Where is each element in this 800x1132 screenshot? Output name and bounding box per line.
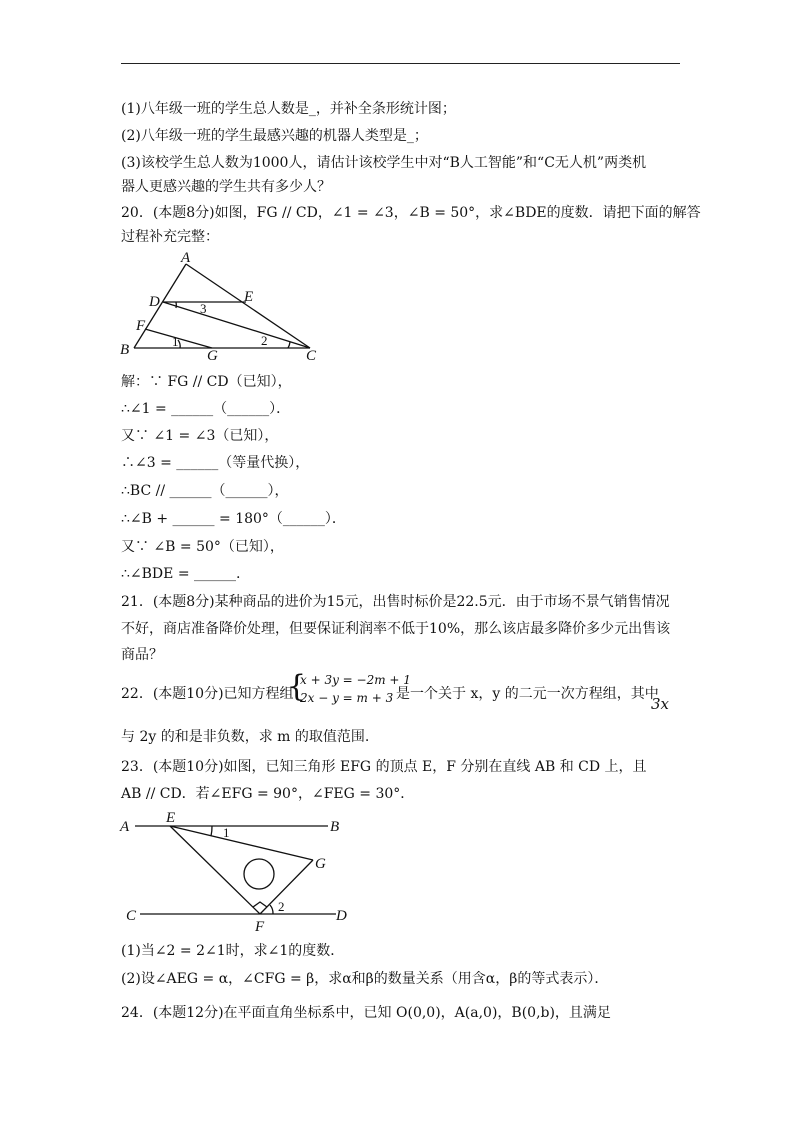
header-rule [121,63,680,64]
q20-step4: ∴∠3 = ______（等量代换）， [121,455,310,471]
label-F: F [136,318,146,334]
angle-label-1: 1 [172,334,179,349]
angle-label-3: 3 [200,301,207,316]
equation-brace: { [287,669,307,704]
label-E2: E [166,810,176,826]
q20-stem-line2: 过程补充完整： [121,229,219,245]
q20-step7: 又∵ ∠B = 50°（已知）， [121,539,284,555]
label-C2: C [126,908,137,924]
q20-step2: ∴∠1 = ______（______）． [121,401,291,417]
q24-stem: 24．(本题12分)在平面直角坐标系中，已知 O(0,0)，A(a,0)，B(0,b)，且满足 [121,1005,611,1021]
q20-step6: ∴∠B + ______ = 180°（______）． [121,511,346,527]
parallel-lines-figure-q23 [118,810,353,935]
q19-part3-line1: (3)该校学生总人数为1000人，请估计该校学生中对“B人工智能”和“C无人机”两类机 [121,155,647,171]
label-F2: F [255,919,265,935]
label-A: A [181,250,191,266]
q22-prefix: 22．(本题10分)已知方程组 [121,686,294,702]
q19-part2: (2)八年级一班的学生最感兴趣的机器人类型是_； [121,128,428,144]
q20-step3: 又∵ ∠1 = ∠3（已知）， [121,428,279,444]
q20-stem-line1: 20．(本题8分)如图，FG // CD，∠1 = ∠3，∠B = 50°，求∠BDE的度数．请把下面的解答 [121,205,701,221]
q21-line2: 不好，商店准备降价处理，但要保证利润率不低于10%，那么该店最多降价多少元出售该 [121,621,671,637]
q23-stem-line2: AB // CD．若∠EFG = 90°，∠FEG = 30°． [121,786,415,802]
label-D2: D [336,908,347,924]
label-D: D [149,294,160,310]
q19-part3-line2: 器人更感兴趣的学生共有多少人？ [121,179,331,195]
angle-label-2b: 2 [278,899,285,914]
triangle-figure-q20 [118,250,328,365]
q22-suffix: 是一个关于 x，y 的二元一次方程组，其中 [396,686,659,702]
q20-step5: ∴BC // ______（______）， [121,483,289,499]
q20-step1: 解：∵ FG // CD（已知）， [121,374,292,390]
label-E: E [244,289,254,305]
q19-part1: (1)八年级一班的学生总人数是_，并补全条形统计图； [121,101,456,117]
q21-line3: 商品？ [121,647,163,663]
label-B2: B [330,819,340,835]
q22-equation-2: 2x − y = m + 3 [300,691,394,705]
q22-term-3x: 3x [651,695,670,713]
label-C: C [306,348,317,364]
label-B: B [120,342,130,358]
q20-step8: ∴∠BDE = ______. [121,566,241,582]
q22-line2: 与 2y 的和是非负数，求 m 的取值范围. [121,729,370,745]
q23-stem-line1: 23．(本题10分)如图，已知三角形 EFG 的顶点 E，F 分别在直线 AB 和 CD 上，且 [121,759,647,775]
angle-label-2: 2 [261,333,268,348]
angle-label-1b: 1 [223,825,230,840]
q23-part2: (2)设∠AEG = α，∠CFG = β，求α和β的数量关系（用含α，β的等式表示）． [121,971,609,987]
label-G2: G [315,856,326,872]
label-G: G [207,348,218,364]
q23-part1: (1)当∠2 = 2∠1时，求∠1的度数． [121,943,345,959]
q21-line1: 21．(本题8分)某种商品的进价为15元，出售时标价是22.5元．由于市场不景气销售情况 [121,594,670,610]
q22-equation-1: x + 3y = −2m + 1 [300,673,411,687]
label-A2: A [120,819,130,835]
